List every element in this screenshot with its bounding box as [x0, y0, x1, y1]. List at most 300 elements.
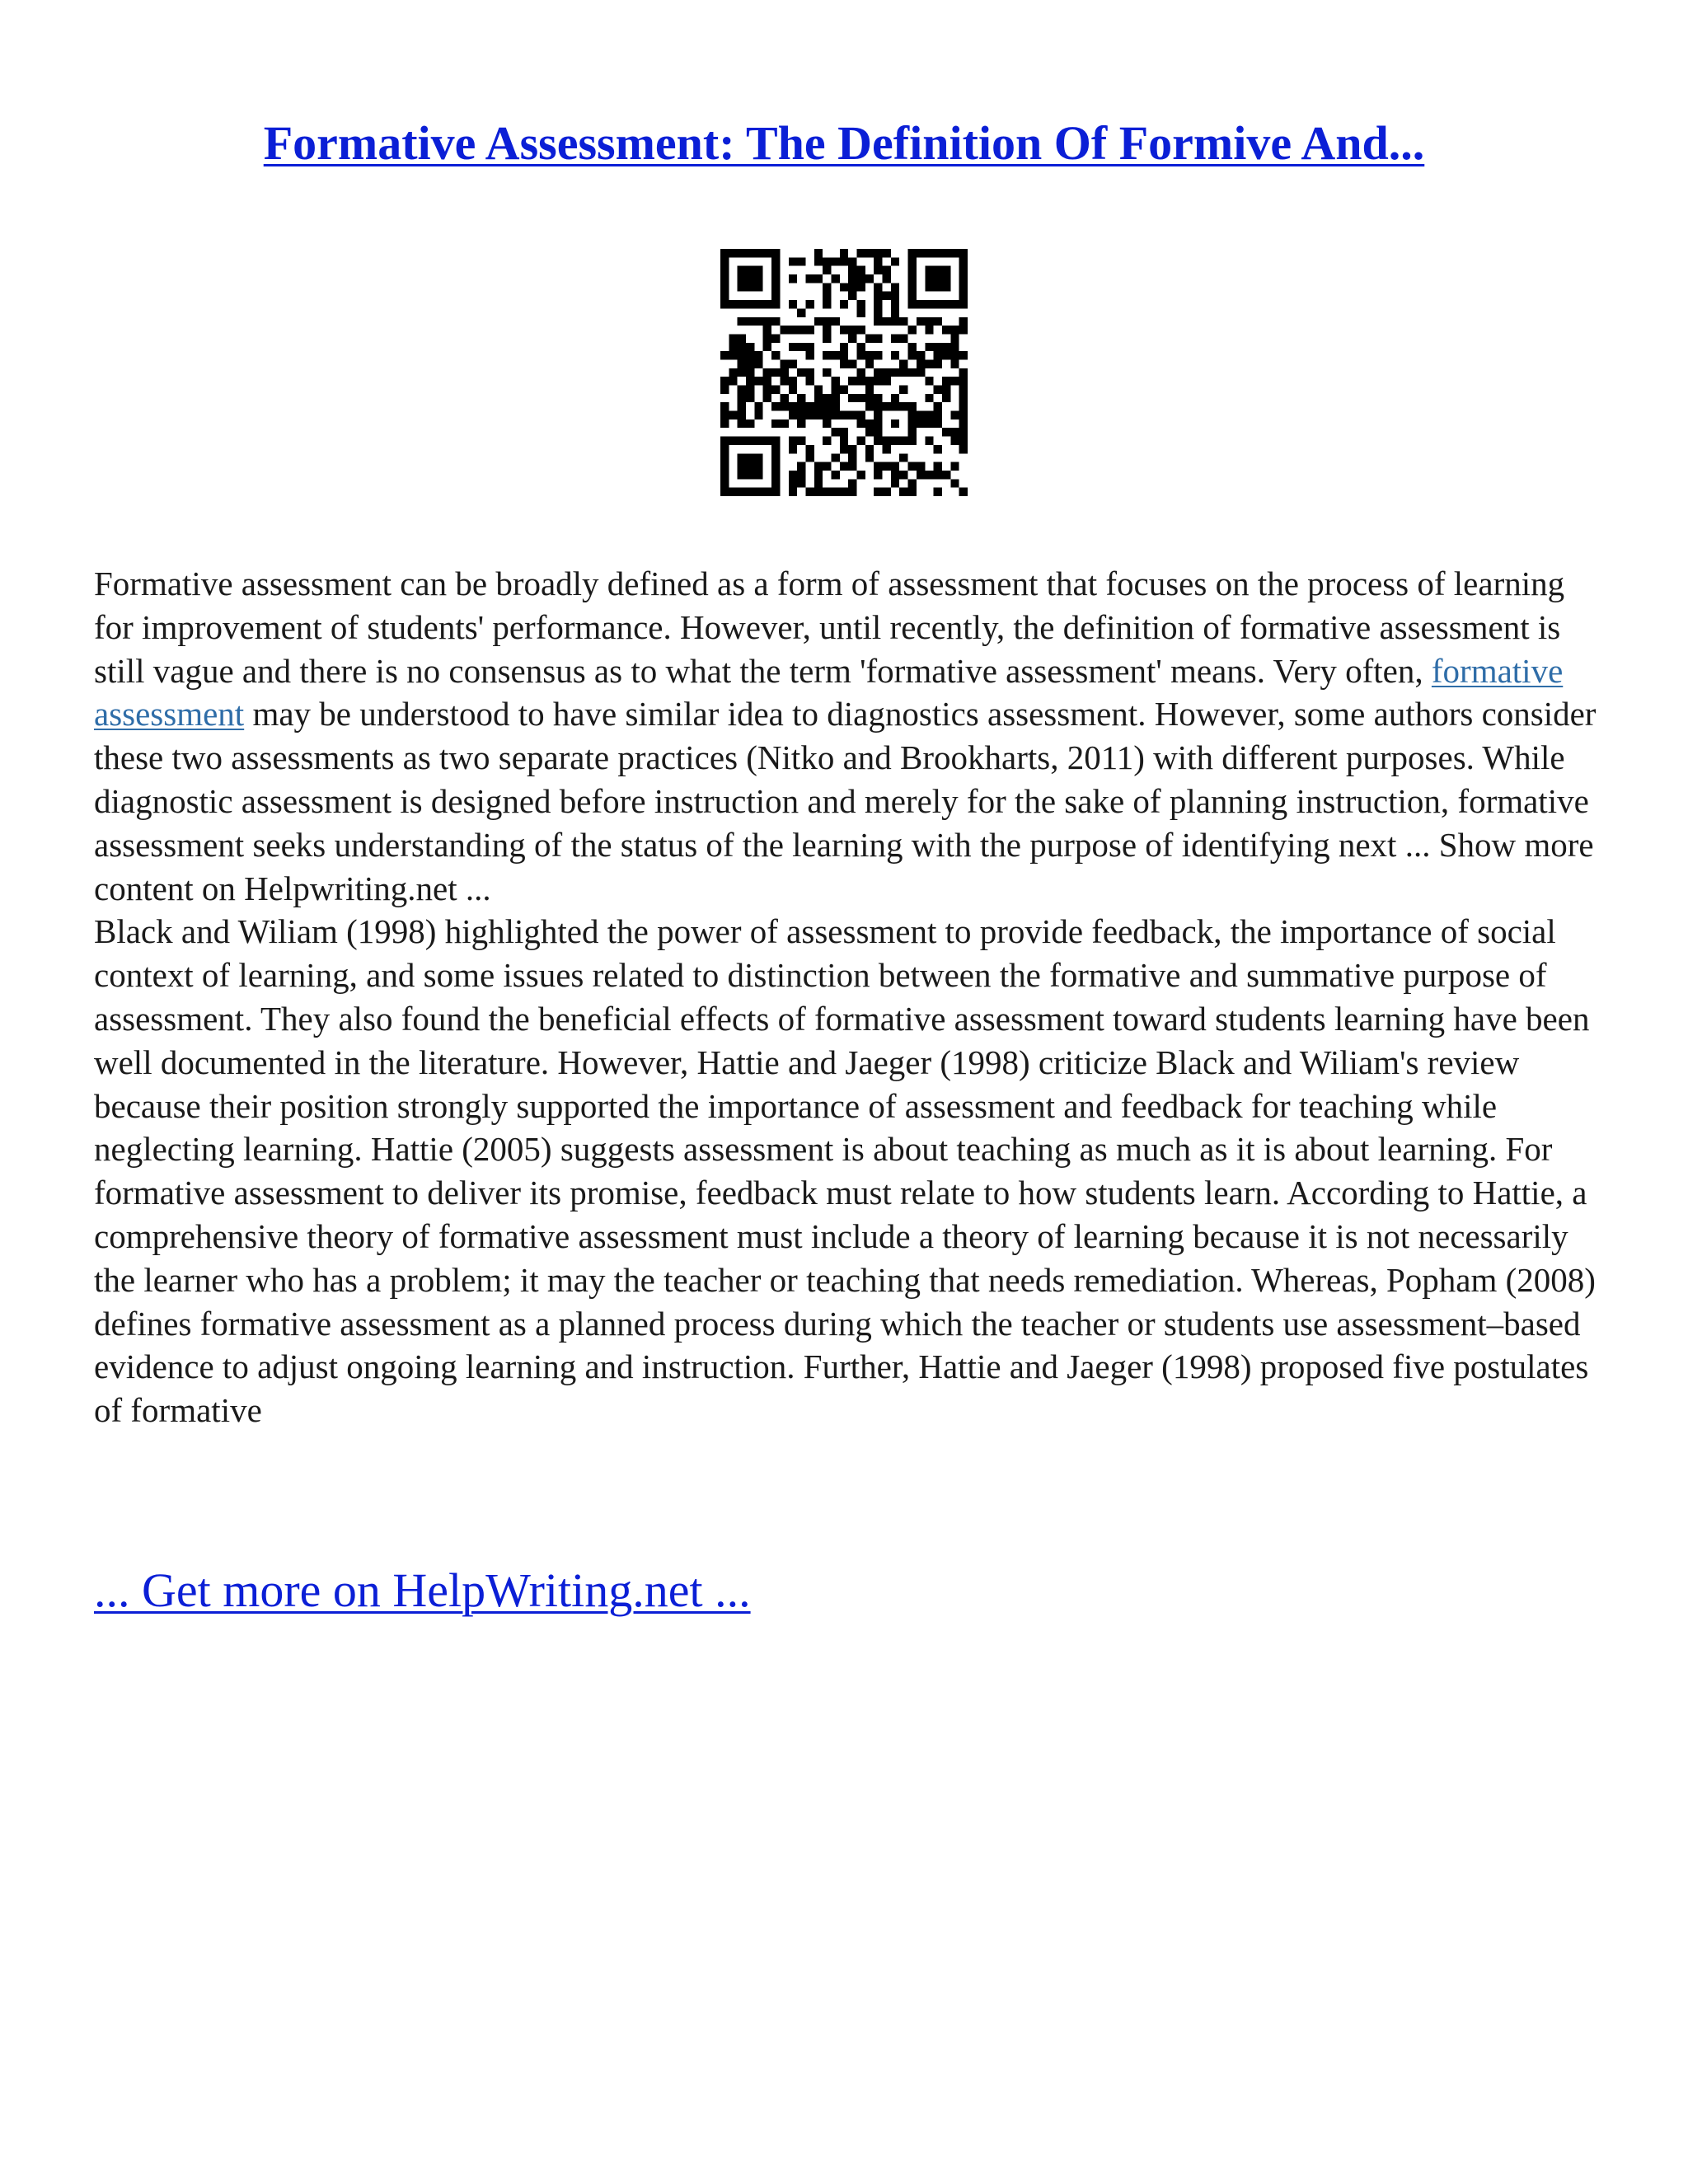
- qr-module: [883, 462, 891, 471]
- qr-module: [857, 283, 865, 291]
- qr-module: [805, 402, 814, 410]
- qr-module: [754, 317, 762, 326]
- qr-module: [848, 257, 856, 265]
- qr-module: [823, 300, 831, 308]
- qr-module: [789, 326, 797, 334]
- qr-module: [934, 300, 942, 308]
- qr-module: [771, 437, 780, 445]
- qr-module: [874, 471, 882, 479]
- qr-module: [754, 488, 762, 496]
- qr-module: [942, 343, 950, 351]
- qr-module: [959, 326, 968, 334]
- qr-module: [917, 411, 925, 419]
- qr-module: [934, 249, 942, 257]
- qr-module: [754, 453, 762, 462]
- qr-module: [840, 326, 848, 334]
- qr-module: [917, 368, 925, 377]
- qr-module: [797, 368, 805, 377]
- qr-module: [891, 300, 899, 308]
- qr-module: [746, 351, 754, 359]
- qr-module: [891, 394, 899, 402]
- qr-module: [942, 249, 950, 257]
- qr-module: [959, 411, 968, 419]
- qr-module: [840, 343, 848, 351]
- qr-module: [754, 274, 762, 283]
- qr-module: [942, 351, 950, 359]
- qr-module: [959, 266, 968, 274]
- qr-module: [883, 437, 891, 445]
- qr-module: [857, 368, 865, 377]
- qr-module: [865, 274, 874, 283]
- qr-module: [823, 462, 831, 471]
- qr-module: [848, 359, 856, 368]
- qr-module: [857, 377, 865, 385]
- title-link[interactable]: Formative Assessment: The Definition Of Formive And...: [263, 116, 1425, 170]
- qr-module: [789, 479, 797, 487]
- qr-module: [908, 283, 917, 291]
- qr-module: [942, 326, 950, 334]
- qr-module: [754, 283, 762, 291]
- qr-module: [840, 428, 848, 436]
- qr-module: [805, 445, 814, 453]
- qr-module: [950, 437, 959, 445]
- qr-module: [771, 453, 780, 462]
- qr-module: [720, 249, 729, 257]
- qr-module: [814, 488, 823, 496]
- qr-module: [738, 283, 746, 291]
- qr-module: [823, 334, 831, 342]
- qr-module: [959, 394, 968, 402]
- qr-module: [738, 402, 746, 410]
- qr-module: [771, 488, 780, 496]
- qr-module: [754, 359, 762, 368]
- qr-module: [771, 292, 780, 300]
- qr-module: [746, 343, 754, 351]
- qr-module: [899, 317, 907, 326]
- qr-module: [738, 249, 746, 257]
- qr-module: [848, 453, 856, 462]
- qr-module: [805, 453, 814, 462]
- qr-module: [797, 479, 805, 487]
- qr-module: [857, 419, 865, 428]
- qr-module: [805, 488, 814, 496]
- qr-module: [780, 368, 788, 377]
- qr-module: [720, 453, 729, 462]
- qr-module: [720, 471, 729, 479]
- qr-module: [840, 249, 848, 257]
- qr-module: [874, 488, 882, 496]
- get-more-link[interactable]: ... Get more on HelpWriting.net ...: [94, 1563, 751, 1617]
- qr-module: [950, 462, 959, 471]
- qr-module: [789, 471, 797, 479]
- qr-module: [746, 437, 754, 445]
- qr-module: [823, 368, 831, 377]
- qr-module: [899, 488, 907, 496]
- qr-module: [771, 419, 780, 428]
- qr-module: [959, 274, 968, 283]
- qr-module: [771, 351, 780, 359]
- qr-module: [831, 394, 839, 402]
- qr-module: [883, 274, 891, 283]
- qr-module: [840, 257, 848, 265]
- qr-module: [891, 283, 899, 291]
- qr-module: [950, 300, 959, 308]
- qr-module: [899, 453, 907, 462]
- qr-module: [899, 471, 907, 479]
- qr-module: [908, 462, 917, 471]
- qr-module: [865, 445, 874, 453]
- qr-module: [805, 274, 814, 283]
- qr-module: [823, 351, 831, 359]
- qr-module: [771, 266, 780, 274]
- qr-module: [729, 488, 737, 496]
- qr-module: [771, 317, 780, 326]
- qr-module: [874, 462, 882, 471]
- qr-module: [789, 445, 797, 453]
- qr-module: [865, 334, 874, 342]
- formative-assessment-link[interactable]: formative assessment: [94, 651, 1564, 733]
- qr-module: [959, 402, 968, 410]
- qr-module: [891, 351, 899, 359]
- qr-module: [814, 462, 823, 471]
- qr-module: [720, 462, 729, 471]
- qr-module: [959, 445, 968, 453]
- qr-module: [942, 266, 950, 274]
- qr-module: [934, 274, 942, 283]
- qr-module: [738, 419, 746, 428]
- qr-module: [857, 394, 865, 402]
- qr-module: [925, 283, 933, 291]
- qr-module: [874, 411, 882, 419]
- qr-module: [738, 266, 746, 274]
- qr-module: [780, 359, 788, 368]
- qr-module: [763, 394, 771, 402]
- qr-module: [917, 249, 925, 257]
- qr-module: [899, 359, 907, 368]
- qr-module: [763, 249, 771, 257]
- qr-module: [891, 462, 899, 471]
- qr-module: [805, 377, 814, 385]
- qr-module: [934, 411, 942, 419]
- qr-module: [738, 437, 746, 445]
- qr-module: [908, 402, 917, 410]
- qr-module: [746, 419, 754, 428]
- qr-module: [925, 274, 933, 283]
- qr-module: [789, 377, 797, 385]
- qr-module: [840, 437, 848, 445]
- article-body: [94, 562, 1602, 1432]
- qr-module: [908, 437, 917, 445]
- qr-module: [959, 419, 968, 428]
- qr-module: [823, 317, 831, 326]
- qr-module: [814, 257, 823, 265]
- qr-module: [771, 368, 780, 377]
- qr-module: [720, 292, 729, 300]
- qr-module: [848, 462, 856, 471]
- qr-module: [917, 351, 925, 359]
- qr-module: [729, 437, 737, 445]
- qr-module: [908, 488, 917, 496]
- qr-module: [789, 402, 797, 410]
- qr-module: [857, 471, 865, 479]
- qr-module: [908, 351, 917, 359]
- qr-module: [763, 326, 771, 334]
- qr-module: [857, 351, 865, 359]
- qr-module: [925, 411, 933, 419]
- qr-module: [831, 488, 839, 496]
- qr-module: [729, 343, 737, 351]
- qr-module: [942, 386, 950, 394]
- qr-module: [720, 266, 729, 274]
- qr-module: [865, 419, 874, 428]
- qr-module: [831, 411, 839, 419]
- qr-module: [780, 326, 788, 334]
- qr-module: [891, 479, 899, 487]
- qr-module: [729, 334, 737, 342]
- qr-module: [874, 402, 882, 410]
- qr-module: [780, 394, 788, 402]
- qr-module: [746, 249, 754, 257]
- qr-module: [865, 249, 874, 257]
- qr-module: [797, 257, 805, 265]
- qr-module: [814, 402, 823, 410]
- qr-module: [746, 368, 754, 377]
- qr-module: [874, 437, 882, 445]
- qr-module: [797, 308, 805, 316]
- qr-module: [959, 283, 968, 291]
- qr-module: [874, 257, 882, 265]
- qr-module: [797, 411, 805, 419]
- qr-module: [754, 266, 762, 274]
- qr-module: [797, 471, 805, 479]
- qr-module: [950, 377, 959, 385]
- qr-module: [917, 419, 925, 428]
- qr-module: [771, 257, 780, 265]
- qr-module: [738, 274, 746, 283]
- qr-module: [908, 326, 917, 334]
- qr-module: [771, 471, 780, 479]
- qr-module: [720, 402, 729, 410]
- qr-module: [891, 471, 899, 479]
- qr-module: [950, 249, 959, 257]
- qr-module: [754, 411, 762, 419]
- qr-module: [917, 471, 925, 479]
- qr-module: [934, 488, 942, 496]
- qr-module: [899, 368, 907, 377]
- qr-module: [789, 386, 797, 394]
- qr-module: [883, 368, 891, 377]
- qr-module: [874, 283, 882, 291]
- qr-code-icon: [720, 249, 968, 496]
- qr-module: [942, 394, 950, 402]
- qr-module: [934, 462, 942, 471]
- qr-module: [720, 488, 729, 496]
- qr-module: [789, 488, 797, 496]
- qr-module: [823, 326, 831, 334]
- qr-module: [763, 386, 771, 394]
- qr-module: [746, 394, 754, 402]
- qr-module: [814, 411, 823, 419]
- qr-module: [950, 428, 959, 436]
- qr-module: [934, 471, 942, 479]
- qr-module: [720, 283, 729, 291]
- qr-module: [874, 300, 882, 308]
- page-title: [0, 114, 1688, 173]
- qr-module: [917, 462, 925, 471]
- qr-module: [908, 257, 917, 265]
- qr-module: [720, 411, 729, 419]
- qr-module: [883, 445, 891, 453]
- qr-module: [908, 479, 917, 487]
- qr-module: [950, 351, 959, 359]
- qr-module: [891, 317, 899, 326]
- qr-module: [831, 386, 839, 394]
- qr-module: [746, 377, 754, 385]
- qr-module: [729, 377, 737, 385]
- qr-module: [738, 453, 746, 462]
- qr-module: [848, 377, 856, 385]
- qr-module: [874, 428, 882, 436]
- qr-module: [891, 292, 899, 300]
- qr-module: [883, 266, 891, 274]
- qr-module: [805, 368, 814, 377]
- qr-module: [840, 300, 848, 308]
- qr-module: [917, 317, 925, 326]
- qr-module: [874, 308, 882, 316]
- qr-module: [874, 419, 882, 428]
- qr-module: [823, 283, 831, 291]
- qr-module: [891, 402, 899, 410]
- qr-module: [797, 326, 805, 334]
- qr-module: [865, 394, 874, 402]
- qr-module: [848, 326, 856, 334]
- qr-module: [959, 437, 968, 445]
- qr-module: [917, 300, 925, 308]
- qr-module: [934, 386, 942, 394]
- qr-module: [789, 343, 797, 351]
- qr-module: [857, 326, 865, 334]
- qr-module: [840, 283, 848, 291]
- qr-module: [934, 266, 942, 274]
- qr-module: [891, 308, 899, 316]
- qr-module: [883, 292, 891, 300]
- qr-module: [797, 419, 805, 428]
- qr-module: [814, 274, 823, 283]
- qr-module: [908, 274, 917, 283]
- qr-module: [874, 368, 882, 377]
- qr-module: [942, 283, 950, 291]
- qr-module: [848, 292, 856, 300]
- qr-module: [959, 292, 968, 300]
- qr-module: [763, 334, 771, 342]
- qr-module: [763, 317, 771, 326]
- qr-module: [899, 402, 907, 410]
- qr-module: [908, 300, 917, 308]
- qr-module: [959, 351, 968, 359]
- qr-module: [950, 359, 959, 368]
- qr-module: [805, 300, 814, 308]
- qr-module: [789, 300, 797, 308]
- paragraph-2: Black and Wiliam (1998) highlighted the power of assessment to provide feedback, the importance of social context of learning, and some issues related to distinction between the formative and summative purpose of assessment. They also found the beneficial effects of formative assessment toward students learning have been well documented in the literature. However, Hattie and Jaeger (1998) criticize Black and Wiliam's review because their position strongly supported the importance of assessment and feedback for teaching while neglecting learning. Hattie (2005) suggests assessment is about teaching as much as it is about learning. For formative assessment to deliver its promise, feedback must relate to how students learn. According to Hattie, a comprehensive theory of formative assessment must include a theory of learning because it is not necessarily the learner who has a problem; it may the teacher or teaching that needs remediation. Whereas, Popham (2008) defines formative assessment as a planned process during which the teacher or students use assessment–based evidence to adjust ongoing learning and instruction. Further, Hattie and Jaeger (1998) proposed five postulates of formative: [94, 912, 1596, 1430]
- qr-module: [925, 266, 933, 274]
- qr-module: [720, 274, 729, 283]
- qr-module: [908, 368, 917, 377]
- qr-module: [797, 394, 805, 402]
- qr-module: [746, 274, 754, 283]
- qr-module: [959, 386, 968, 394]
- qr-module: [746, 471, 754, 479]
- qr-module: [959, 249, 968, 257]
- qr-module: [865, 351, 874, 359]
- qr-module: [865, 386, 874, 394]
- qr-module: [754, 437, 762, 445]
- qr-module: [771, 445, 780, 453]
- qr-module: [925, 377, 933, 385]
- qr-module: [934, 359, 942, 368]
- qr-module: [789, 257, 797, 265]
- qr-module: [763, 368, 771, 377]
- qr-module: [831, 377, 839, 385]
- qr-module: [883, 249, 891, 257]
- qr-module: [959, 317, 968, 326]
- qr-module: [814, 471, 823, 479]
- qr-module: [831, 471, 839, 479]
- qr-module: [720, 479, 729, 487]
- qr-module: [959, 377, 968, 385]
- qr-module: [857, 437, 865, 445]
- qr-module: [848, 334, 856, 342]
- qr-module: [789, 437, 797, 445]
- qr-module: [950, 343, 959, 351]
- qr-module: [746, 317, 754, 326]
- qr-module: [814, 317, 823, 326]
- qr-module: [925, 394, 933, 402]
- qr-module: [805, 411, 814, 419]
- qr-module: [738, 471, 746, 479]
- qr-module: [865, 377, 874, 385]
- qr-module: [908, 266, 917, 274]
- qr-module: [950, 334, 959, 342]
- qr-module: [857, 266, 865, 274]
- qr-module: [848, 488, 856, 496]
- qr-module: [754, 471, 762, 479]
- qr-module: [831, 351, 839, 359]
- qr-module: [729, 368, 737, 377]
- qr-module: [720, 445, 729, 453]
- qr-module: [771, 479, 780, 487]
- qr-module: [720, 386, 729, 394]
- qr-module: [780, 377, 788, 385]
- qr-module: [857, 274, 865, 283]
- qr-module: [763, 377, 771, 385]
- qr-module: [754, 300, 762, 308]
- qr-module: [874, 249, 882, 257]
- qr-module: [763, 300, 771, 308]
- qr-module: [848, 411, 856, 419]
- qr-module: [891, 334, 899, 342]
- qr-module: [771, 249, 780, 257]
- qr-module: [891, 437, 899, 445]
- qr-module: [959, 257, 968, 265]
- qr-module: [942, 428, 950, 436]
- qr-module: [925, 300, 933, 308]
- qr-module: [738, 300, 746, 308]
- qr-module: [848, 479, 856, 487]
- qr-module: [746, 488, 754, 496]
- qr-module: [738, 334, 746, 342]
- qr-module: [738, 317, 746, 326]
- qr-module: [823, 292, 831, 300]
